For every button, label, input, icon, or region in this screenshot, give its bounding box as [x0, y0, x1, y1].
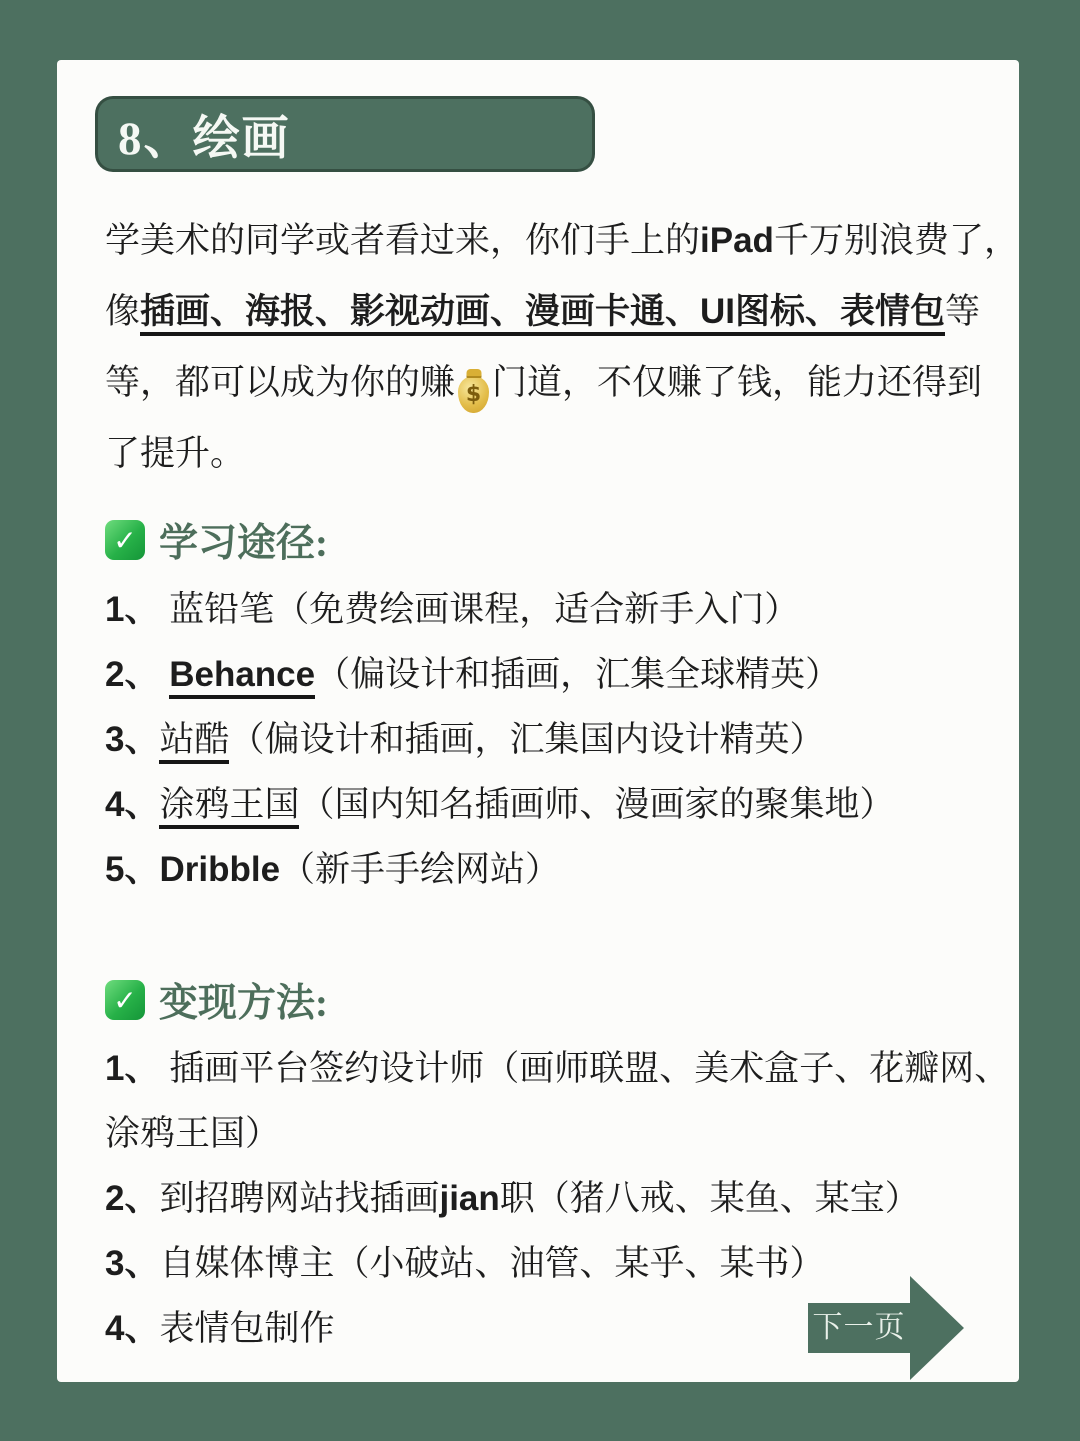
- text-segment: 职（猪八戒、某鱼、某宝）: [499, 1179, 920, 1218]
- list-item-dribble: [105, 837, 1015, 902]
- text-segment: Behance: [169, 655, 315, 699]
- intro-line-2: [105, 276, 1015, 347]
- text-segment: 自媒体博主（小破站、油管、某乎、某书）: [159, 1244, 825, 1283]
- text-segment: Dribble: [159, 850, 281, 889]
- list-item-job-sites: [105, 1166, 1015, 1231]
- text-segment: 2、: [105, 655, 170, 694]
- next-page-button[interactable]: [808, 1276, 964, 1380]
- learning-paths-list: [105, 577, 1015, 902]
- text-segment: 蓝铅笔（免费绘画课程，适合新手入门）: [169, 590, 800, 629]
- text-segment: iPad: [700, 221, 774, 260]
- text-segment: 到招聘网站找插画: [159, 1179, 440, 1218]
- text-segment: 2、: [105, 1179, 160, 1218]
- header-box: [95, 96, 595, 172]
- text-segment: 等: [945, 292, 981, 331]
- list-item-lanqianbi: [105, 577, 1015, 642]
- text-segment: jian: [439, 1179, 500, 1218]
- intro-line-4: [105, 418, 1015, 489]
- section-learning-paths: [105, 517, 1015, 902]
- section-monetization-title-row: [105, 977, 1015, 1023]
- text-segment: （偏设计和插画，汇集全球精英）: [315, 655, 841, 694]
- text-segment: （新手手绘网站）: [280, 850, 561, 889]
- text-segment: 1、: [105, 1049, 170, 1088]
- text-segment: 3、: [105, 720, 160, 759]
- text-segment: 等，都可以成为你的赚: [105, 363, 456, 402]
- section-learning-title: 学习途径:: [159, 522, 328, 565]
- section-monetization-title: 变现方法:: [159, 982, 328, 1025]
- check-emoji-icon: ✓: [105, 980, 145, 1020]
- text-segment: 5、: [105, 850, 160, 889]
- section-learning-title-row: [105, 517, 1015, 563]
- text-segment: 插画平台签约设计师（画师联盟、美术盒子、花瓣网、: [169, 1049, 1010, 1088]
- intro-line-1: [105, 205, 1019, 276]
- text-segment: （国内知名插画师、漫画家的聚集地）: [299, 785, 895, 824]
- page-title: 8、绘画: [118, 112, 291, 165]
- list-item-zcool: [105, 707, 1015, 772]
- text-segment: UI: [700, 292, 735, 336]
- text-segment: 站酷: [159, 720, 229, 764]
- intro-line-3: [105, 347, 1015, 418]
- text-segment: 4、: [105, 1309, 160, 1348]
- list-item-behance: [105, 642, 1015, 707]
- content-card: [57, 60, 1019, 1382]
- text-segment: 4、: [105, 785, 160, 824]
- text-segment: 插画、海报、影视动画、漫画卡通、: [140, 292, 700, 336]
- text-segment: 门道，不仅赚了钱，能力还得到: [492, 363, 983, 402]
- text-segment: 涂鸦王国）: [105, 1114, 281, 1153]
- money-bag-icon: $: [458, 376, 489, 413]
- intro-paragraph: [105, 205, 1019, 489]
- check-emoji-icon: ✓: [105, 520, 145, 560]
- next-page-label: 下一页: [812, 1311, 906, 1344]
- text-segment: 3、: [105, 1244, 160, 1283]
- text-segment: 了提升。: [105, 434, 246, 473]
- document-body: [57, 60, 1019, 1361]
- text-segment: 像: [105, 292, 141, 331]
- text-segment: 涂鸦王国: [159, 785, 299, 829]
- text-segment: 图标、表情包: [735, 292, 945, 336]
- text-segment: 表情包制作: [159, 1309, 335, 1348]
- text-segment: 1、: [105, 590, 170, 629]
- list-item-tuyawangguo: [105, 772, 1015, 837]
- text-segment: （偏设计和插画，汇集国内设计精英）: [229, 720, 825, 759]
- text-segment: 学美术的同学或者看过来，你们手上的: [105, 221, 701, 260]
- text-segment: 千万别浪费了，: [773, 221, 1019, 260]
- list-item-platform-designer: [105, 1036, 1015, 1166]
